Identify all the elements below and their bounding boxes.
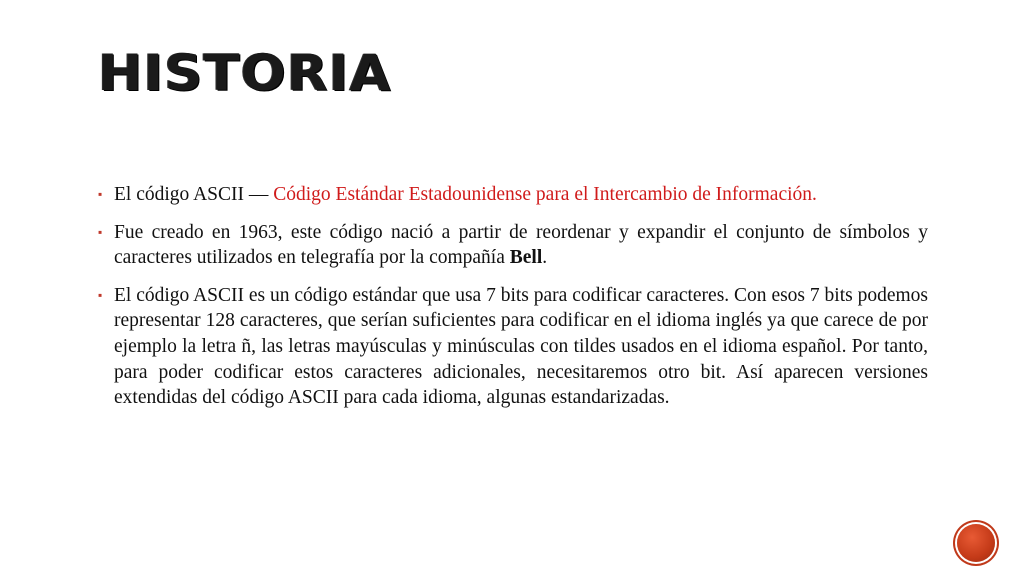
bullet-text: . [542,247,548,269]
bullet-marker-icon: ▪ [98,187,103,201]
bullet-text: El código ASCII es un código estándar que usa 7 bits para codificar caracteres. Con esos 7 bits podemos representar 128 caracteres, que serían suficientes para codificar en el idioma inglés ya que carece de por ejemplo la letra ñ, las letras mayúsculas y minúsculas con tildes usados en el idioma español. Por tanto, para poder codificar estos caracteres adicionales, necesitaremos otro bit. Así aparecen versiones extendidas del código ASCII para cada idioma, algunas estandarizadas. [114,284,928,409]
bullet-marker-icon: ▪ [98,287,103,302]
bullet-item [96,283,928,411]
slide-title: HISTORIA [98,44,392,102]
bullet-text-bold: Bell [509,247,543,269]
bullet-list [96,182,928,423]
bullet-item [96,182,928,208]
bullet-text: Fue creado en 1963, este código nació a partir de reordenar y expandir el conjunto de símbolos y caracteres utilizados en telegrafía por la compañía [114,221,928,269]
bullet-text: El código ASCII — [114,184,274,205]
bullet-marker-icon: ▪ [98,224,103,239]
bullet-item [96,220,928,271]
slide-number-badge-icon [957,524,995,562]
bullet-text-highlight: Código Estándar Estadounidense para el Intercambio de Información. [273,184,817,205]
